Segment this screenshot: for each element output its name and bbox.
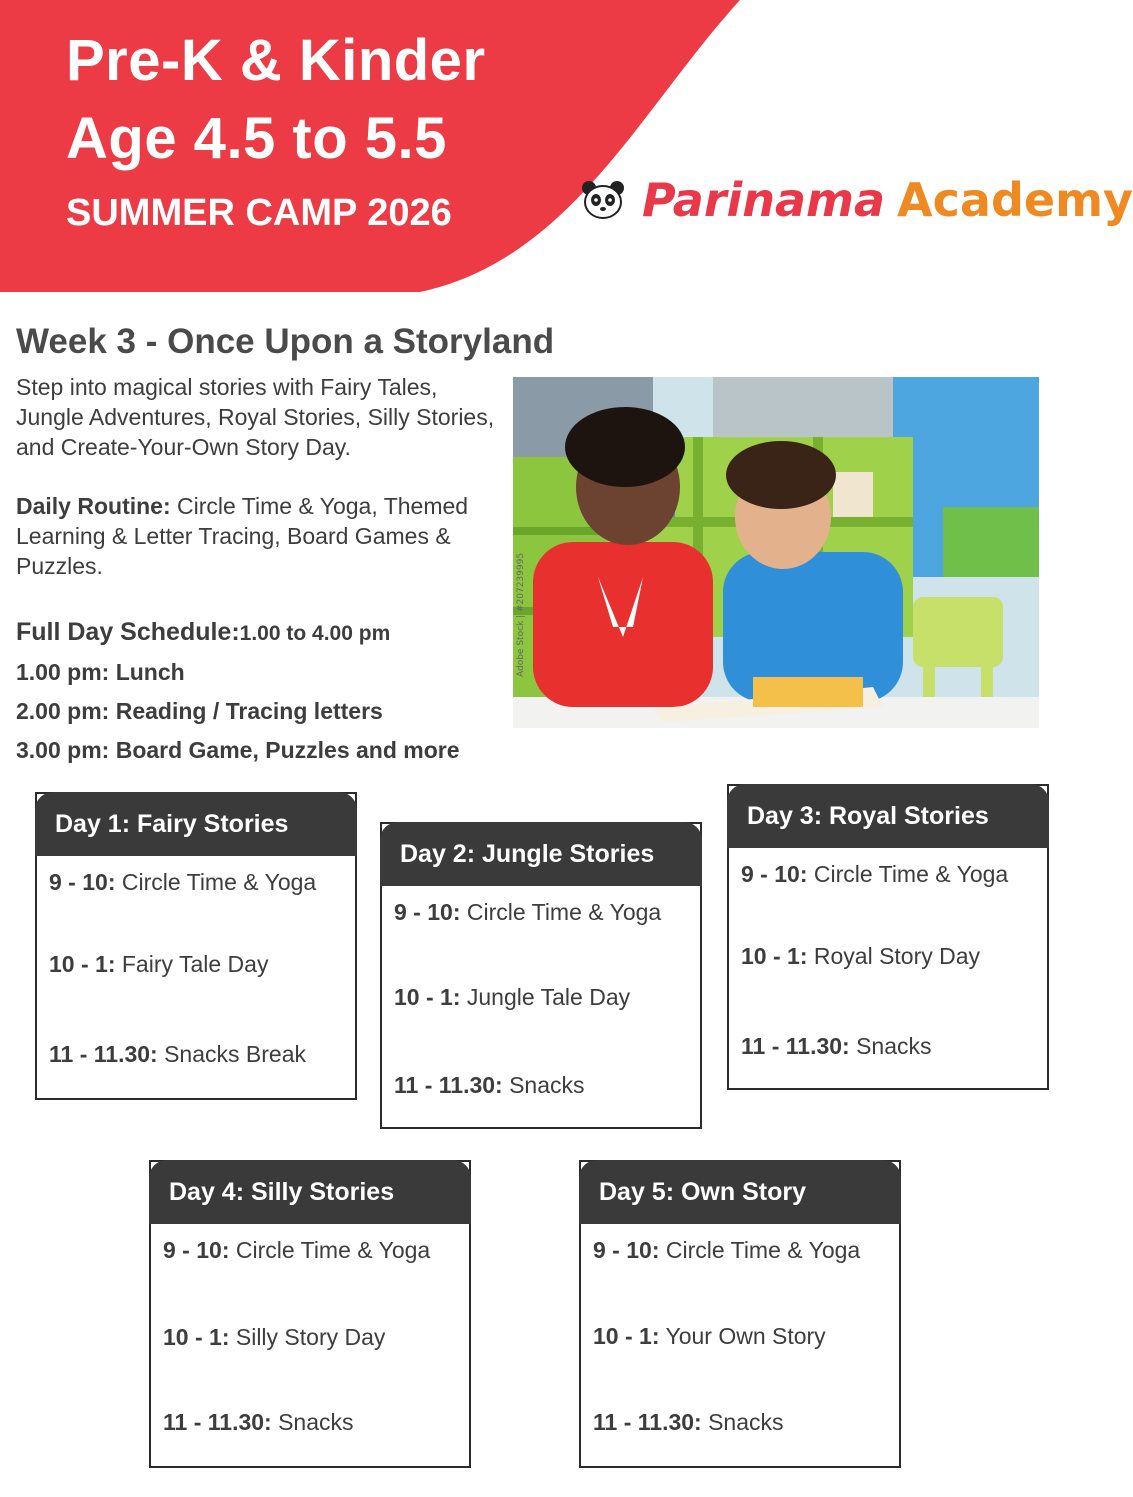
full-day-schedule	[16, 618, 390, 647]
card-row	[163, 1237, 430, 1264]
daily-routine	[16, 491, 496, 581]
photo-illustration	[513, 377, 1039, 728]
daily-routine-text: Circle Time & Yoga, Themed Learning & Letter Tracing, Board Games & Puzzles.	[16, 493, 469, 579]
day-card-title: Day 4: Silly Stories	[149, 1160, 471, 1224]
week-title: Week 3 - Once Upon a Storyland	[16, 322, 555, 361]
day-card-2	[380, 822, 702, 1129]
card-row	[741, 943, 980, 970]
row-activity: Snacks	[271, 1409, 354, 1435]
week-intro: Step into magical stories with Fairy Tales, Jungle Adventures, Royal Stories, Silly Stories, and Create-Your-Own Story Day.	[16, 374, 495, 460]
card-row	[741, 861, 1008, 888]
row-time: 9 - 10:	[741, 861, 808, 887]
age-range: Age 4.5 to 5.5	[66, 106, 447, 171]
row-time: 11 - 11.30:	[49, 1041, 158, 1067]
card-row	[593, 1323, 826, 1350]
camp-subtitle: SUMMER CAMP 2026	[66, 192, 452, 234]
row-time: 10 - 1:	[394, 984, 461, 1010]
row-activity: Circle Time & Yoga	[460, 899, 662, 925]
row-activity: Snacks	[849, 1033, 932, 1059]
card-row	[741, 1033, 932, 1060]
row-time: 9 - 10:	[163, 1237, 230, 1263]
day-card-1	[35, 792, 357, 1100]
schedule-item: 3.00 pm: Board Game, Puzzles and more	[16, 737, 460, 763]
row-time: 10 - 1:	[49, 951, 116, 977]
schedule-item: 2.00 pm: Reading / Tracing letters	[16, 698, 383, 724]
photo-watermark: Adobe Stock | #207239995	[516, 552, 526, 677]
row-activity: Circle Time & Yoga	[229, 1237, 431, 1263]
card-row	[163, 1409, 354, 1436]
row-activity: Snacks	[502, 1072, 585, 1098]
row-time: 11 - 11.30:	[741, 1033, 850, 1059]
row-time: 11 - 11.30:	[593, 1409, 702, 1435]
card-row	[49, 1041, 306, 1068]
header-banner	[0, 0, 1058, 300]
card-row	[49, 951, 268, 978]
card-row	[394, 1072, 585, 1099]
day-card-5	[579, 1160, 901, 1468]
card-row	[593, 1409, 784, 1436]
row-activity: Silly Story Day	[229, 1324, 386, 1350]
academy-logo	[580, 170, 1133, 230]
schedule-label: Full Day Schedule:	[16, 618, 240, 646]
card-row	[394, 899, 661, 926]
row-time: 9 - 10:	[49, 869, 116, 895]
row-time: 11 - 11.30:	[394, 1072, 503, 1098]
day-card-title: Day 3: Royal Stories	[727, 784, 1049, 848]
kids-reading-photo	[513, 377, 1039, 728]
card-row	[49, 869, 316, 896]
row-activity: Circle Time & Yoga	[807, 861, 1009, 887]
card-row	[394, 984, 630, 1011]
row-activity: Fairy Tale Day	[115, 951, 269, 977]
row-time: 10 - 1:	[741, 943, 808, 969]
row-activity: Snacks	[701, 1409, 784, 1435]
card-row	[593, 1237, 860, 1264]
row-activity: Jungle Tale Day	[460, 984, 631, 1010]
card-row	[163, 1324, 385, 1351]
schedule-item: 1.00 pm: Lunch	[16, 659, 185, 685]
schedule-hours: 1.00 to 4.00 pm	[239, 622, 391, 645]
row-activity: Circle Time & Yoga	[659, 1237, 861, 1263]
row-activity: Royal Story Day	[807, 943, 981, 969]
program-title: Pre-K & Kinder	[66, 28, 486, 93]
day-card-title: Day 2: Jungle Stories	[380, 822, 702, 886]
day-card-3	[727, 784, 1049, 1090]
row-time: 10 - 1:	[593, 1323, 660, 1349]
logo-word-academy: Academy	[897, 173, 1133, 227]
row-activity: Snacks Break	[157, 1041, 306, 1067]
row-activity: Circle Time & Yoga	[115, 869, 317, 895]
day-card-4	[149, 1160, 471, 1468]
logo-word-parinama: Parinama	[642, 173, 886, 227]
day-card-title: Day 5: Own Story	[579, 1160, 901, 1224]
row-activity: Your Own Story	[659, 1323, 826, 1349]
row-time: 9 - 10:	[394, 899, 461, 925]
row-time: 9 - 10:	[593, 1237, 660, 1263]
day-card-title: Day 1: Fairy Stories	[35, 792, 357, 856]
row-time: 10 - 1:	[163, 1324, 230, 1350]
row-time: 11 - 11.30:	[163, 1409, 272, 1435]
panda-icon	[580, 180, 626, 220]
daily-routine-label: Daily Routine:	[16, 493, 171, 519]
